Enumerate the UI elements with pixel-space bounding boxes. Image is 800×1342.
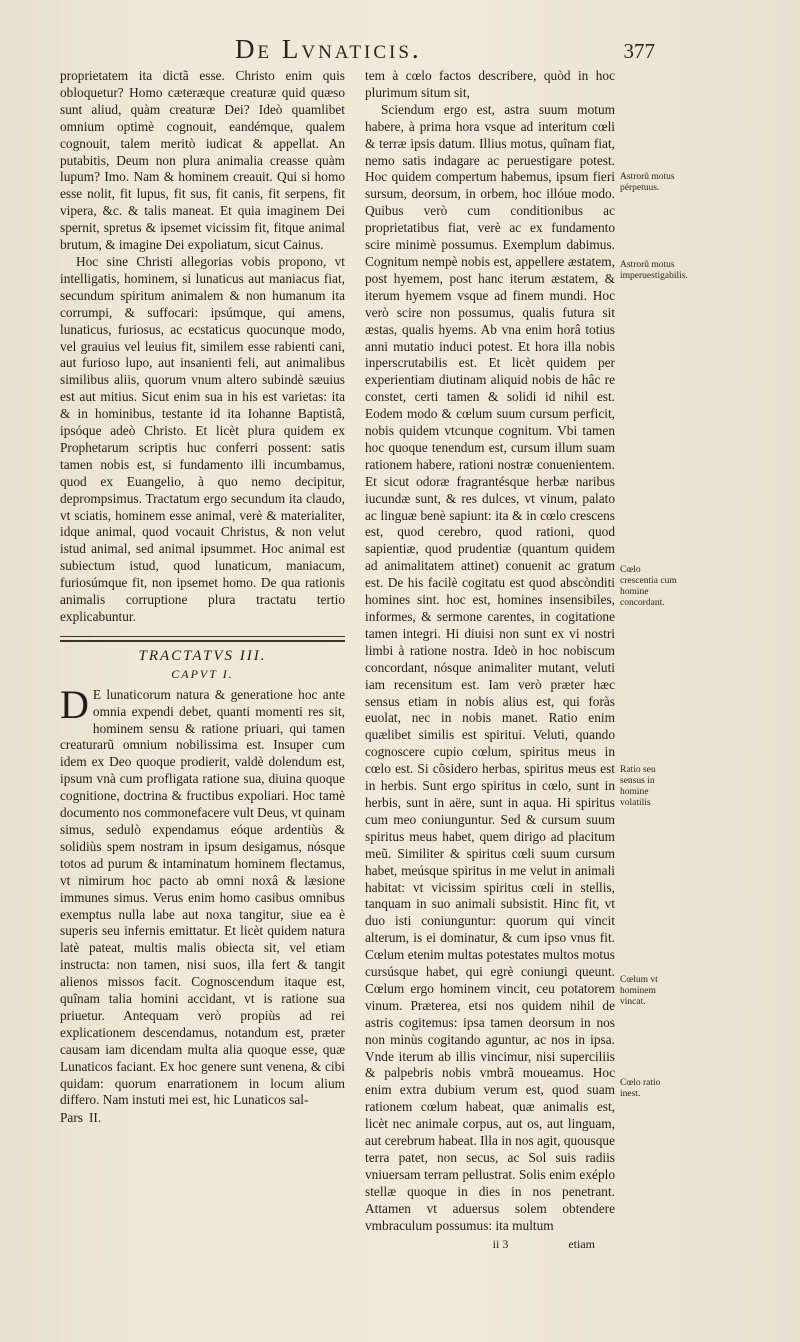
margin-note: Ratio seu sensus in homine volatilis (620, 765, 656, 808)
signature-line (365, 1236, 615, 1253)
tractatus-heading: TRACTATVS III. (138, 647, 267, 664)
section-divider (60, 636, 345, 642)
running-title: De Lvnaticis. (235, 34, 422, 64)
paragraph: Hoc sine Christi allegorias vobis propono, vt intelligatis, hominem, si lunaticus aut maniacus fiat, secundum spiritum animalem & non humanum ita corrumpi, & suffocari: ipsúmque, qui amens, lunaticus, furiosus, ac ecstaticus quocunque modo, vel grauius vel leuius fit, similem esse rabienti cani, aut furioso lupo, aut insanienti feli, aut animalibus similibus aliis, quorum vnum altero subindè sæuius est aut mitius. Sicut enim sua in his est varietas: ita & in hominibus, testante id ita Iohanne Baptistâ, ipsóque adeò Christo. Et licèt plura quidem ex Prophetarum scriptis huc conferri possent: satis tamen nobis est, si fundamento illi incumbamus, quod ex Euangelio, à quo nemo decipitur, deprompsimus. Tractatum ergo secundum ita claudo, vt sciatis, hominem esse animal, verè & materialiter, idque animal, quod vocauit Christus, & non velut istud animal, sed animal ipsummet. Hoc animal est subiectum istud, quod lunaticum, maniacum, furiosúmque fit, non ipsemet homo. De qua rationis animalis corruptione plura tractatu tertio explicabuntur. (60, 253, 345, 624)
catchword: etiam (568, 1236, 595, 1251)
margin-note: Cœlum vt hominem vincat. (620, 975, 658, 1007)
drop-capital: D (60, 681, 89, 727)
paragraph: tem à cœlo factos describere, quòd in hoc plurimum situm sit, (365, 68, 615, 100)
catchword-line (60, 1110, 345, 1127)
page-number: 377 (623, 39, 655, 63)
paragraph (60, 681, 345, 1110)
part-number: II. (88, 1110, 102, 1126)
margin-note: Cœlo crescentia cum homine concordant. (620, 565, 677, 608)
margin-note: Astrorũ motus imperuestigabilis. (620, 260, 688, 281)
part-label: Pars (60, 1110, 83, 1126)
paragraph-text: E lunaticorum natura & generatione hoc ante omnia expendi debet, quanti momenti res sit, hominem sensu & ratione priuari, qui tamen creaturarũ omnium nobilissima est. Insuper cum idem ex Deo quoque prodierit, valdè dolendum est, ipsum vnà cum profligata ratione sua, diuina quoque cognitione, doctrina & fructibus expoliari. Hoc tamè documento nos commonefacere vult Deus, vt quinam simus, sedulò expendamus eóque ardentiùs & solidiùs spem nostram in ipsum desigamus, nósque totos ad purum & intaminatum hominem flectamus, vt nimirum hoc pacto ab omni noxâ & læsione immunes simus. Verus enim homo casibus omnibus exemptus nulla labe aut noxa tangitur, siue ea è superis seu infernis emittatur. Et licèt quidem natura latè pateat, multis malis obiecta sit, vel etiam instructa: non tamen, nisi suos, illa fert & tangit alienos missos facit. Cognoscendum itaque est, quînam talia homini accidant, vt is ratione sua priuetur. Antequam verò propiùs ad rei explicationem descendamus, notandum est, præter causam iam dicendam multa alia quoque esse, quæ Lunaticos faciant. Ex hoc genere sunt venena, & cibi quidam: quorum enarrationem in locum alium differo. Nam instuti mei est, hic Lunaticos sal- (60, 686, 345, 1108)
paragraph: Sciendum ergo est, astra suum motum habere, à prima hora vsque ad interitum cœli & terræ ipsis datum. Illius motus, quînam fiat, nemo satis indagare ac peruestigare potest. Hoc quidem compertum habemus, ipsum fieri sursum, deorsum, in orbem, hoc illóue modo. Quibus verò cum conditionibus ac proprietatibus fiat, verè ac ex fundamento scire minimè possumus. Exemplum dabimus. Cognitum nempè nobis est, appellere æstatem, post hyemem, post hanc iterum æstatem, & iterum hyemem vsque ad finem mundi. Hoc verò scire non possumus, qualis futura sit æstas, qualis hyems. Ab vna enim horâ totius anni mutatio induci potest. Et hora illa nobis inperscrutabilis est. Et licèt quidem per experientiam diutinam aliquid nobis de hâc re constet, certi tamen & solidi id nihil est. Eodem modo & cœlum suum cursum perficit, nobis quidem vtcunque cognitum. Vbi tamen hoc quoque tenendum est, cursum illum suam rationem habere, rationi nostræ conuenientem. Et sicut odoræ fragrantésque herbæ naribus iucundæ sunt, & res dulces, vt vinum, palato ac linguæ benè sapiunt: ita & in cœlo crescens est, quod cerebro, quod rationi, quod sapientiæ, quod prudentiæ (quantum quidem ad animalitatem attinet) conuenit ac gratum est. De his facilè cogitatu est quod abscònditi homines sint. hoc est, homines insensibiles, informes, & sermone carentes, in cogitatione tamen integri. Hi diuisi non sunt ex vi nostri limbi à ratione nostra. Ideò in hoc nobiscum concordant, nósque animaliter mutant, veluti iam recensitum est. Iam verò præter hæc sensus etiam in nobis alius est, qui foràs euolat, nec in nobis manet. Ratio enim quælibet similis est spiritui. Veluti, quando cognoscere cupio cœlum, spiritus meus in cœlo est. Si cõsidero herbas, spiritus meus est in herbis. Sunt ergo spiritus in cœlo, sunt in herbis, sunt in aëre, sunt in aqua. Hi spiritus cum meo coniunguntur. Sed & cursum suum spiritus meus habet, quem dirigo ad placitum meũ. Similiter & spiritus cœli suum cursum habet, meúsque spiritus in me velut in animali habitat: vt vicissim spiritus cœli in stellis, tanquam in suo animali subsistit. Hinc fit, vt duo isti coniunguntur: quorum qui vincit alterum, is ei dominatur, & cum ipso vnus fit. Cœlum etenim multas potestates multos motus cursúsque habet, qui egrè coniungi queunt. Cœlum ergo hominem vincit, ceu potatorem vinum. Præterea, etsi nos quidem nihil de astris cogitemus: ipsa tamen deorsum in nos non minùs cogitando aguntur, ac nos in ipsa. Vnde iterum ab illis vincimur, nisi superciliis & palpebris nobis vmbrã moueamus. Hoc enim extra dubium verum est, quod suam rationem cœlum habeat, quæ animalis est, licèt nec animale corpus, aut os, aut linguam, aut cerebrum habeat. Illa in nos agit, quousque terra patet, non secus, ac Sol suis radiis vniuersam terram pellustrat. Solis enim exéplo stellæ quoque in dies in nos penetrant. Attamen vt aduersus solem obtendere vmbraculum possumus: ita multum (365, 101, 615, 1233)
chapter-heading: CAPVT I. (171, 666, 234, 681)
signature-mark: ii 3 (492, 1236, 509, 1251)
page-header (235, 34, 655, 68)
margin-note: Astrorũ motus pérpetuus. (620, 172, 675, 193)
right-column (365, 68, 615, 1252)
left-column (60, 68, 345, 1127)
margin-note: Cœlo ratio inest. (620, 1078, 661, 1099)
paragraph: proprietatem ita dictã esse. Christo enim quis obloquetur? Homo cæteræque creaturæ quid quæso sunt aliud, quàm creaturæ Dei? Ideò quamlibet omnium optimè cognouit, eandémque, qualem cognouit, talem meritò iudicat & appellat. An putabitis, Deum non plura animalia creasse quàm lupum? Imo. Nam & hominem creauit. Qui si homo esse nolit, fit lupus, fit sus, fit canis, fit serpens, fit vipera, &c. & talis maneat. Et quia imaginem Dei spernit, spretus & ipsemet vicissim fit, fitque animal brutum, & imagine Dei expoliatum, sicut Cainus. (60, 68, 345, 253)
